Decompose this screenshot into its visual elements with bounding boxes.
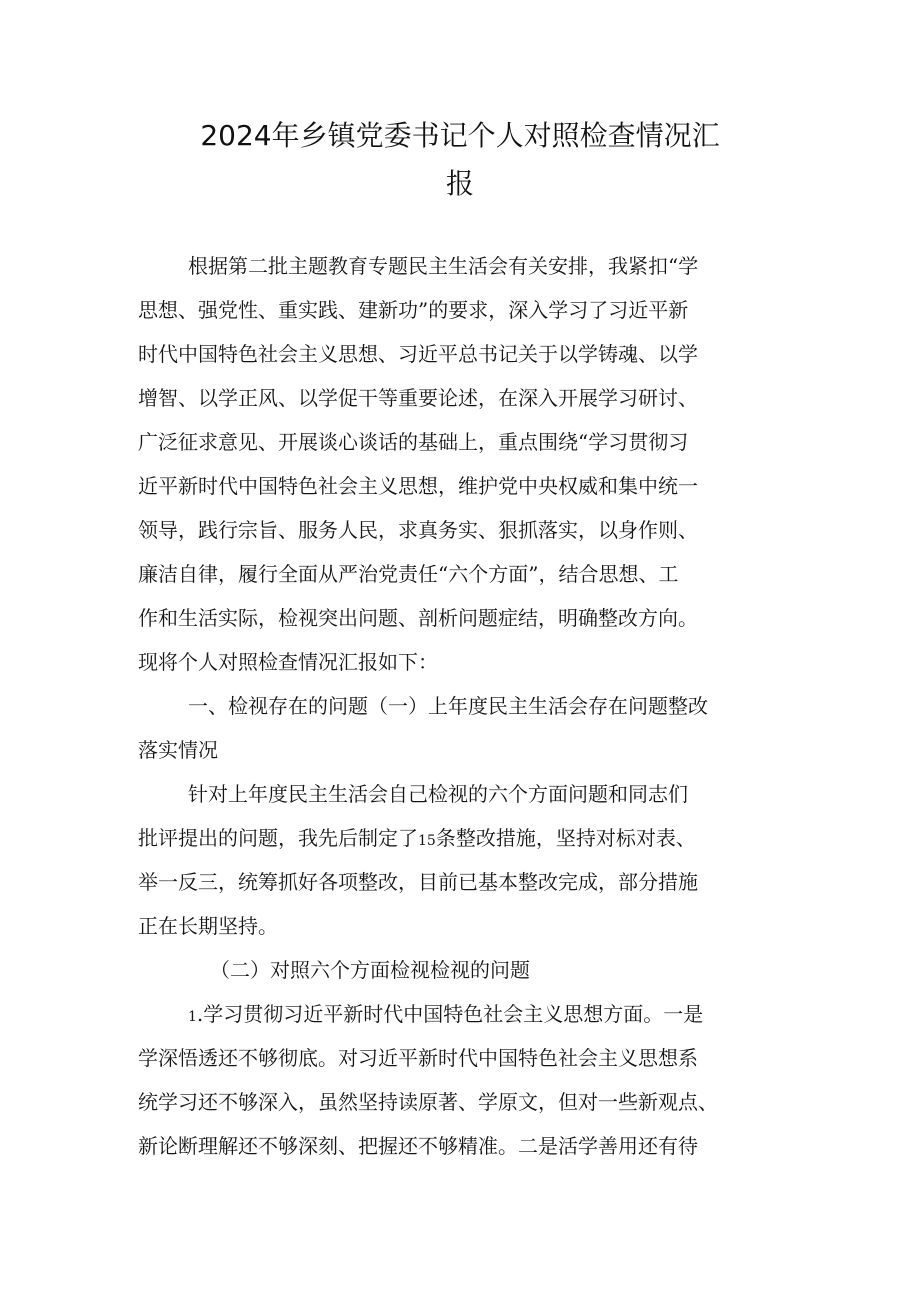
text-line: 时代中国特色社会主义思想、习近平总书记关于以学铸魂、以学 [138, 342, 698, 366]
text-segment: .学习贯彻习近平新时代中国特色社会主义思想方面。一是 [196, 1002, 704, 1026]
title-line-2: 报 [445, 167, 474, 200]
text-line: 新论断理解还不够深刻、把握还不够精准。二是活学善用还有待 [138, 1134, 698, 1158]
text-line: 落实情况 [138, 738, 218, 762]
text-line: 领导，践行宗旨、服务人民，求真务实、狠抓落实，以身作则、 [138, 518, 698, 542]
text-line: 廉洁自律，履行全面从严治党责任“六个方面”，结合思想、工 [138, 562, 679, 586]
text-line: 根据第二批主题教育专题民主生活会有关安排，我紧扣“学 [188, 254, 699, 278]
text-line: 作和生活实际，检视突出问题、剖析问题症结，明确整改方向。 [138, 606, 698, 630]
section-heading-1 [138, 684, 798, 772]
text-segment: 批评提出的问题，我先后制定了 [138, 826, 418, 850]
text-line: 增智、以学正风、以学促干等重要论述，在深入开展学习研讨、 [138, 386, 698, 410]
text-line: 现将个人对照检查情况汇报如下： [138, 650, 438, 674]
section-heading-2 [138, 948, 798, 992]
text-line: 统学习还不够深入，虽然坚持读原著、学原文，但对一些新观点、 [138, 1090, 718, 1114]
text-line: 广泛征求意见、开展谈心谈话的基础上，重点围绕“学习贯彻习 [138, 430, 689, 454]
item-number: 1 [188, 1009, 197, 1025]
rectification-paragraph [138, 772, 798, 948]
text-line [138, 992, 798, 1036]
measure-count: 15 [418, 833, 436, 849]
document-body [138, 244, 798, 1168]
title-line-1: 2024年乡镇党委书记个人对照检查情况汇 [200, 119, 720, 152]
document-title [150, 112, 770, 208]
text-line: 思想、强党性、重实践、建新功”的要求，深入学习了习近平新 [138, 298, 689, 322]
text-line: 近平新时代中国特色社会主义思想，维护党中央权威和集中统一 [138, 474, 698, 498]
text-line: 举一反三，统筹抓好各项整改，目前已基本整改完成，部分措施 [138, 870, 698, 894]
text-segment: 条整改措施，坚持对标对表、 [435, 826, 696, 850]
text-line [138, 816, 798, 860]
text-line: 一、检视存在的问题（一）上年度民主生活会存在问题整改 [188, 694, 708, 718]
text-line: （二）对照六个方面检视检视的问题 [210, 958, 530, 982]
study-paragraph [138, 992, 798, 1168]
text-line: 针对上年度民主生活会自己检视的六个方面问题和同志们 [188, 782, 688, 806]
intro-paragraph [138, 244, 798, 684]
text-line: 正在长期坚持。 [138, 914, 278, 938]
text-line: 学深悟透还不够彻底。对习近平新时代中国特色社会主义思想系 [138, 1046, 698, 1070]
